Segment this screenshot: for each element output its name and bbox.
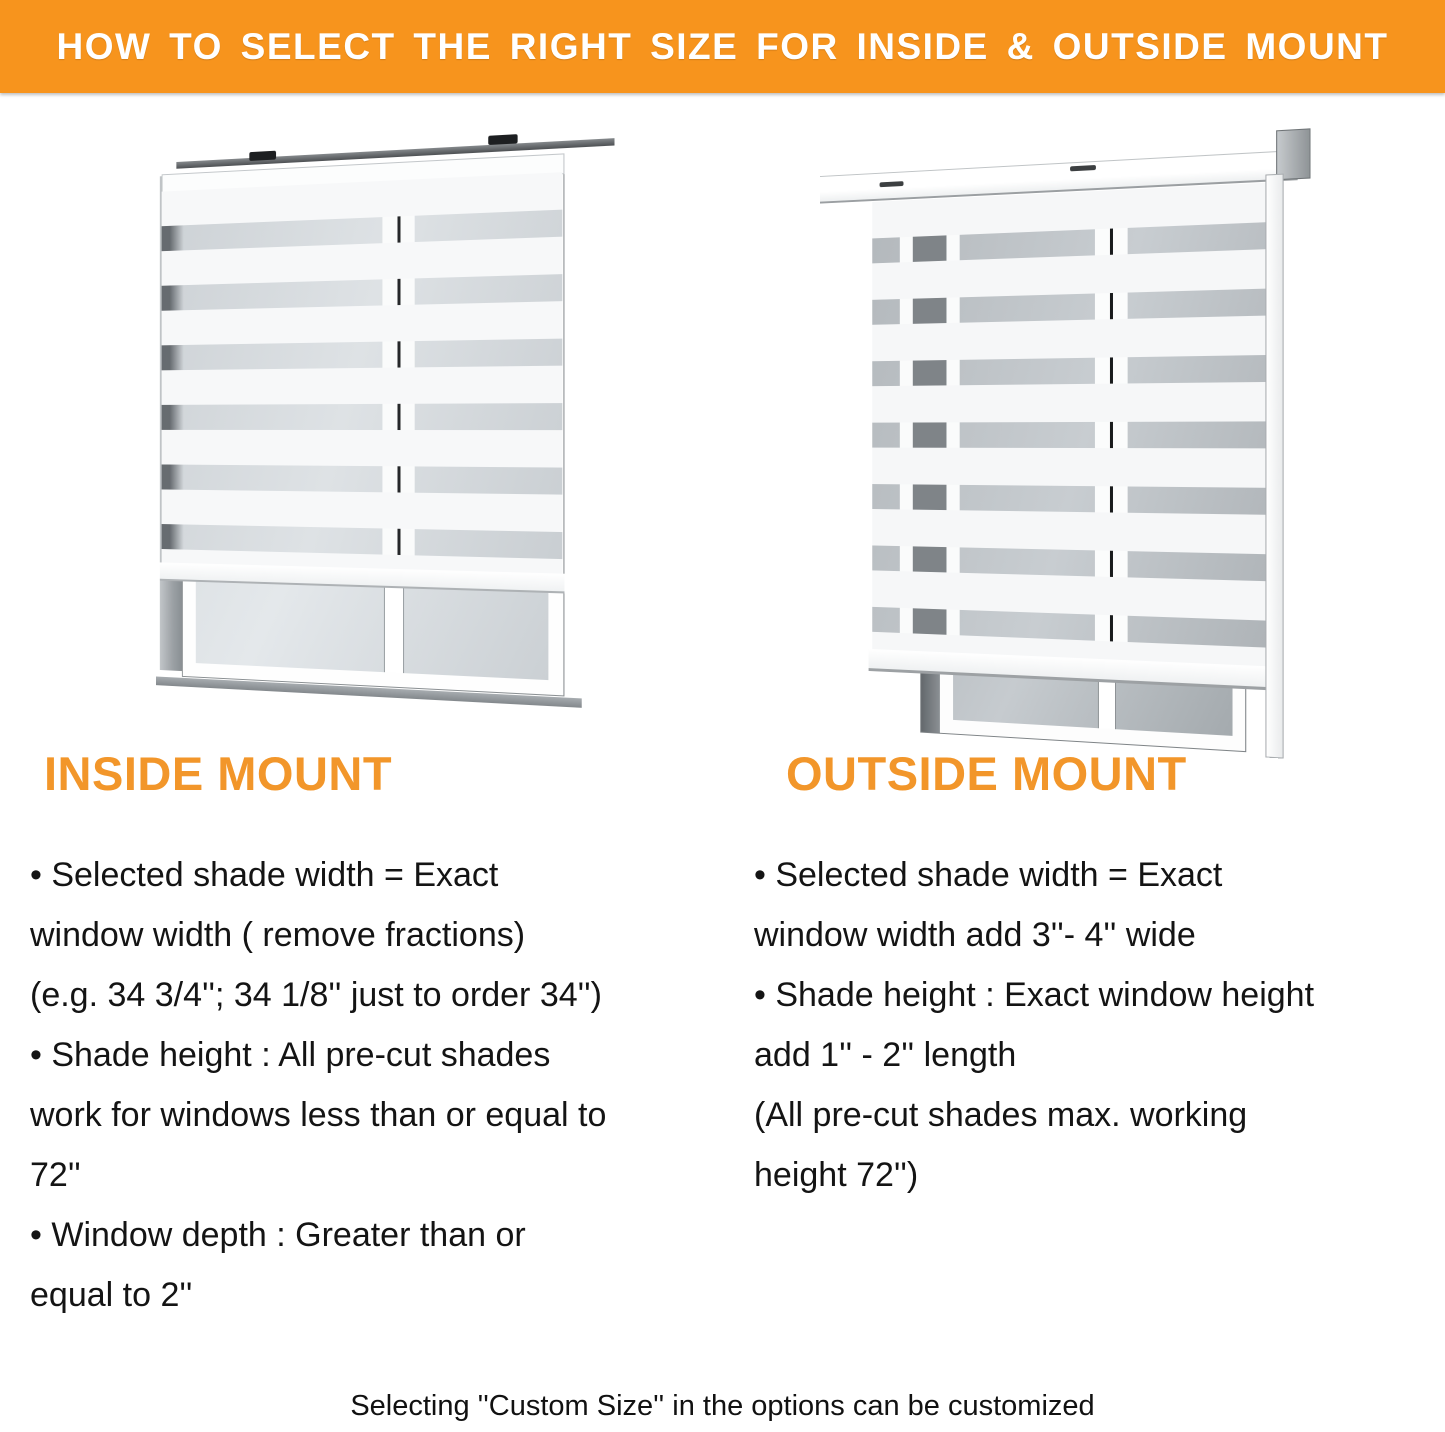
instruction-line: add 1'' - 2'' length bbox=[754, 1036, 1017, 1074]
instruction-line: height 72'') bbox=[754, 1156, 919, 1194]
outside-mount-illustration bbox=[862, 138, 1292, 738]
instruction-line: • Shade height : Exact window height bbox=[754, 976, 1315, 1014]
instruction-line: 72'' bbox=[30, 1156, 81, 1194]
instruction-line: • Window depth : Greater than or bbox=[30, 1216, 526, 1254]
instruction-line: (e.g. 34 3/4''; 34 1/8'' just to order 34'') bbox=[30, 976, 602, 1014]
mounting-clip-icon bbox=[488, 134, 517, 145]
mounting-clip-icon bbox=[249, 151, 276, 161]
instruction-line: equal to 2'' bbox=[30, 1276, 193, 1314]
inside-mount-instructions bbox=[30, 845, 730, 1325]
inside-mount-heading: INSIDE MOUNT bbox=[44, 747, 393, 800]
shade-side-rail bbox=[1265, 174, 1283, 759]
instruction-line: • Selected shade width = Exact bbox=[754, 856, 1223, 894]
instruction-line: window width add 3''- 4'' wide bbox=[754, 916, 1196, 954]
instruction-line: (All pre-cut shades max. working bbox=[754, 1096, 1248, 1134]
zebra-shade bbox=[162, 172, 563, 573]
header-banner bbox=[0, 0, 1445, 93]
inside-mount-illustration bbox=[150, 142, 570, 712]
outside-mount-scene bbox=[872, 125, 1300, 751]
zebra-shade bbox=[872, 183, 1269, 667]
mounting-bracket bbox=[1276, 128, 1311, 180]
inside-mount-scene bbox=[160, 130, 578, 725]
instruction-line: work for windows less than or equal to bbox=[30, 1096, 607, 1134]
instruction-line: • Selected shade width = Exact bbox=[30, 856, 499, 894]
banner-title: HOW TO SELECT THE RIGHT SIZE FOR INSIDE & OUTSIDE MOUNT bbox=[56, 25, 1389, 67]
outside-mount-instructions bbox=[754, 845, 1445, 1205]
footer-note: Selecting ''Custom Size'' in the options can be customized bbox=[350, 1390, 1095, 1422]
instruction-line: window width ( remove fractions) bbox=[30, 916, 526, 954]
outside-mount-heading: OUTSIDE MOUNT bbox=[786, 747, 1187, 800]
instruction-line: • Shade height : All pre-cut shades bbox=[30, 1036, 551, 1074]
